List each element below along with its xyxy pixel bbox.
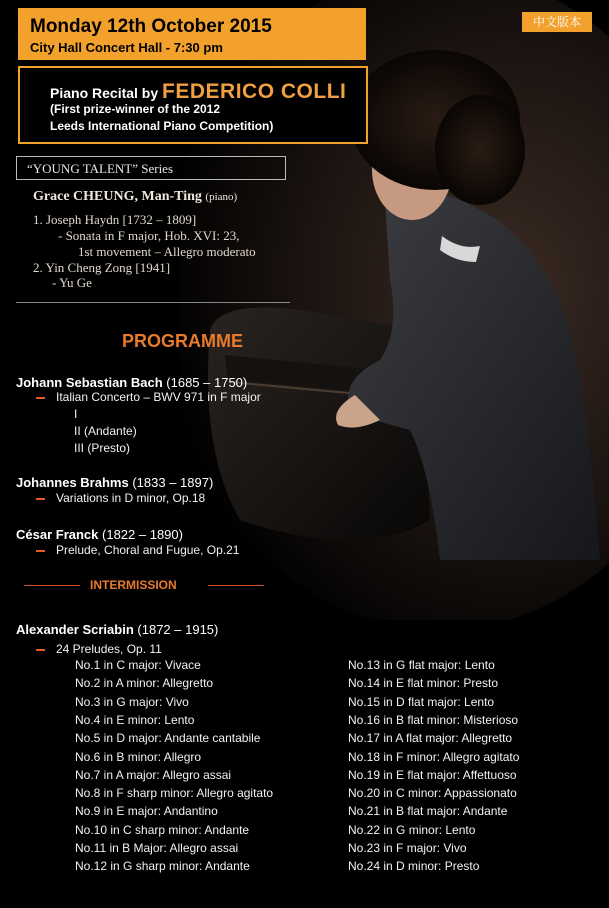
young-talent-line: 1st movement – Allegro moderato	[78, 244, 256, 259]
concert-venue: City Hall Concert Hall - 7:30 pm	[30, 40, 223, 55]
prelude-item: No.5 in D major: Andante cantabile	[75, 731, 261, 746]
young-talent-line: 1. Joseph Haydn [1732 – 1809]	[33, 212, 197, 227]
composer-heading	[16, 375, 247, 390]
intermission-label: INTERMISSION	[90, 578, 177, 592]
artist-credit-line-2: Leeds International Piano Competition)	[50, 119, 274, 133]
recital-title-box	[18, 66, 368, 144]
prelude-item: No.8 in F sharp minor: Allegro agitato	[75, 786, 274, 801]
prelude-item: No.3 in G major: Vivo	[75, 694, 189, 709]
prelude-item: No.10 in C sharp minor: Andante	[75, 822, 250, 837]
movement: II (Andante)	[74, 424, 137, 438]
prelude-item: No.16 in B flat minor: Misterioso	[348, 712, 519, 727]
composer-name: César Franck	[16, 527, 99, 542]
prelude-item: No.17 in A flat major: Allegretto	[348, 731, 513, 746]
prelude-item: No.1 in C major: Vivace	[75, 658, 201, 672]
work-title: 24 Preludes, Op. 11	[56, 642, 162, 656]
young-talent-line: - Sonata in F major, Hob. XVI: 23,	[58, 228, 240, 243]
prelude-item: No.9 in E major: Andantino	[75, 804, 218, 819]
divider	[16, 302, 290, 303]
composer-heading	[16, 622, 218, 637]
prelude-item: No.18 in F minor: Allegro agitato	[348, 749, 520, 764]
movement: III (Presto)	[74, 441, 131, 455]
composer-dates: (1833 – 1897)	[132, 475, 214, 490]
date-header	[18, 8, 366, 60]
work-title: Variations in D minor, Op.18	[56, 491, 206, 505]
bullet-dash	[36, 397, 45, 399]
bullet-dash	[36, 649, 45, 651]
performer-instrument: (piano)	[205, 191, 238, 203]
young-talent-line: - Yu Ge	[52, 275, 92, 290]
intermission-divider	[24, 578, 264, 592]
prelude-item: No.4 in E minor: Lento	[75, 712, 195, 727]
prelude-item: No.15 in D flat major: Lento	[348, 694, 495, 709]
composer-name: Alexander Scriabin	[16, 622, 134, 637]
work-title: Italian Concerto – BWV 971 in F major	[56, 390, 261, 404]
prelude-item: No.14 in E flat minor: Presto	[348, 676, 499, 691]
composer-name: Johann Sebastian Bach	[16, 375, 163, 390]
concert-date: Monday 12th October 2015	[30, 16, 272, 37]
prelude-item: No.6 in B minor: Allegro	[75, 749, 202, 764]
recital-heading	[50, 80, 346, 104]
young-talent-performer	[33, 189, 237, 205]
prelude-item: No.12 in G sharp minor: Andante	[75, 859, 250, 874]
composer-name: Johannes Brahms	[16, 475, 129, 490]
prelude-item: No.13 in G flat major: Lento	[348, 658, 495, 672]
artist-credit-line-1: (First prize-winner of the 2012	[50, 102, 221, 116]
prelude-item: No.19 in E flat major: Affettuoso	[348, 767, 517, 782]
work-title: Prelude, Choral and Fugue, Op.21	[56, 543, 240, 557]
performer-name: Grace CHEUNG, Man-Ting	[33, 189, 202, 204]
bullet-dash	[36, 498, 45, 500]
prelude-item: No.20 in C minor: Appassionato	[348, 786, 517, 801]
prelude-item: No.22 in G minor: Lento	[348, 822, 476, 837]
prelude-item: No.7 in A major: Allegro assai	[75, 767, 232, 782]
movement: I	[74, 407, 78, 421]
divider-line	[208, 585, 264, 586]
prelude-item: No.2 in A minor: Allegretto	[75, 676, 214, 691]
prelude-item: No.11 in B Major: Allegro assai	[75, 841, 239, 855]
chinese-version-button[interactable]: 中文版本	[522, 12, 592, 32]
prelude-item: No.24 in D minor: Presto	[348, 859, 480, 874]
composer-heading	[16, 527, 183, 542]
composer-heading	[16, 475, 213, 490]
prelude-item: No.23 in F major: Vivo	[348, 841, 467, 855]
composer-dates: (1872 – 1915)	[137, 622, 219, 637]
artist-name: FEDERICO COLLI	[162, 80, 347, 103]
recital-prefix: Piano Recital by	[50, 85, 159, 101]
composer-dates: (1822 – 1890)	[102, 527, 183, 542]
prelude-item: No.21 in B flat major: Andante	[348, 804, 508, 819]
young-talent-line: 2. Yin Cheng Zong [1941]	[33, 260, 171, 275]
divider-line	[24, 585, 80, 586]
bullet-dash	[36, 550, 45, 552]
programme-title: PROGRAMME	[122, 331, 243, 351]
young-talent-series-label: “YOUNG TALENT” Series	[16, 156, 286, 180]
composer-dates: (1685 – 1750)	[166, 375, 248, 390]
